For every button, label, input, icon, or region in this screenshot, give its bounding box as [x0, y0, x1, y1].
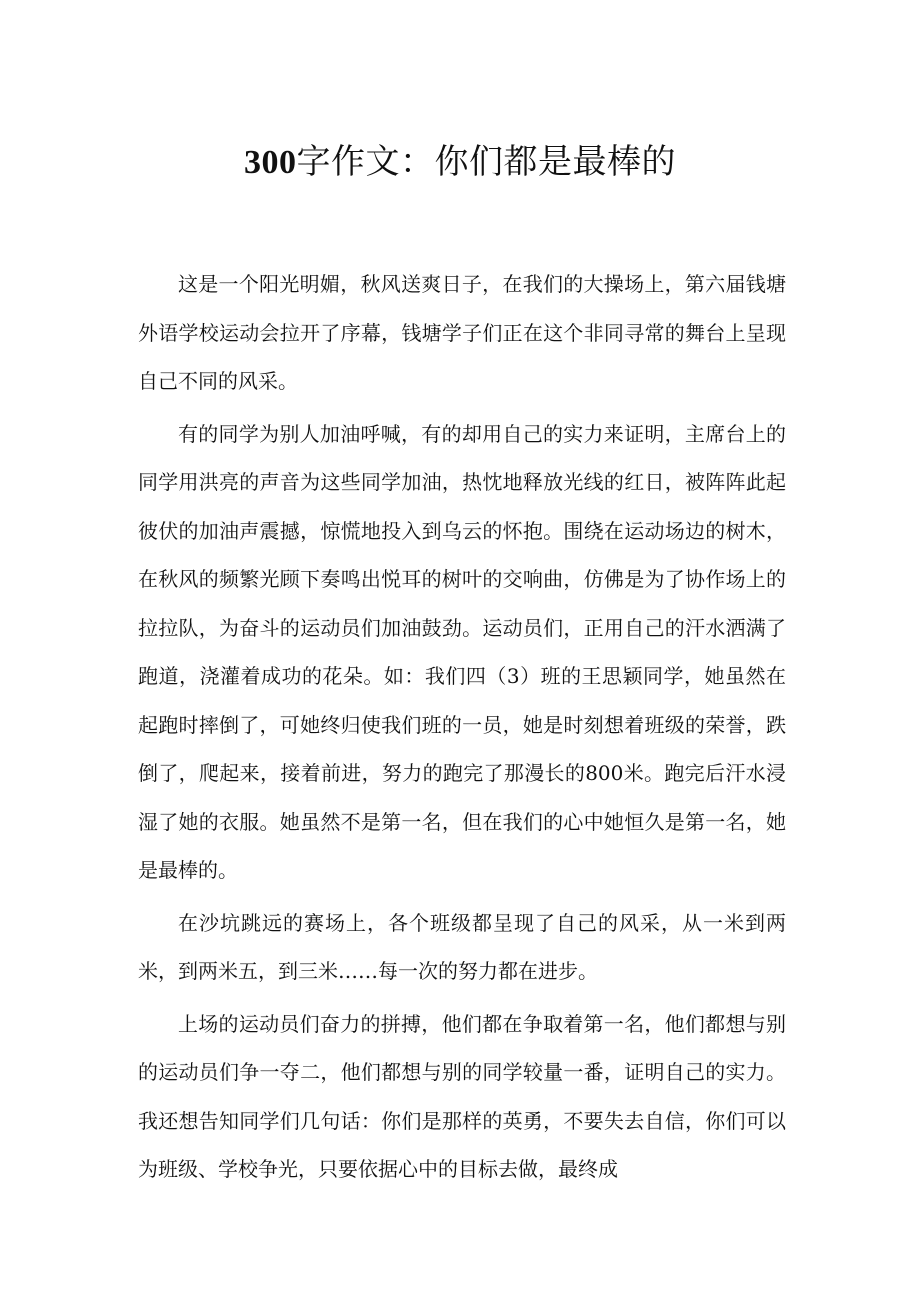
paragraph-1: 这是一个阳光明媚，秋风送爽日子，在我们的大操场上，第六届钱塘外语学校运动会拉开了序幕，钱塘学子们正在这个非同寻常的舞台上呈现自己不同的风采。	[138, 272, 786, 393]
paragraph-3: 在沙坑跳远的赛场上，各个班级都呈现了自己的风采，从一米到两米，到两米五，到三米……每一次的努力都在进步。	[138, 910, 786, 983]
document-title	[0, 140, 920, 185]
title-number: 300	[244, 144, 297, 181]
title-text: 字作文：你们都是最棒的	[296, 142, 676, 182]
paragraph-2: 有的同学为别人加油呼喊，有的却用自己的实力来证明，主席台上的同学用洪亮的声音为这些同学加油，热忱地释放光线的红日，被阵阵此起彼伏的加油声震撼，惊慌地投入到乌云的怀抱。围绕在运动场边的树木，在秋风的频繁光顾下奏鸣出悦耳的树叶的交响曲，仿佛是为了协作场上的拉拉队，为奋斗的运动员们加油鼓劲。运动员们，正用自己的汗水洒满了跑道，浇灌着成功的花朵。如：我们四（3）班的王思颖同学，她虽然在起跑时摔倒了，可她终归使我们班的一员，她是时刻想着班级的荣誉，跌倒了，爬起来，接着前进，努力的跑完了那漫长的800米。跑完后汗水浸湿了她的衣服。她虽然不是第一名，但在我们的心中她恒久是第一名，她是最棒的。	[138, 421, 786, 882]
paragraph-4: 上场的运动员们奋力的拼搏，他们都在争取着第一名，他们都想与别的运动员们争一夺二，他们都想与别的同学较量一番，证明自己的实力。我还想告知同学们几句话：你们是那样的英勇，不要失去自信，你们可以为班级、学校争光，只要依据心中的目标去做，最终成	[138, 1011, 786, 1181]
document-body	[138, 260, 786, 1194]
